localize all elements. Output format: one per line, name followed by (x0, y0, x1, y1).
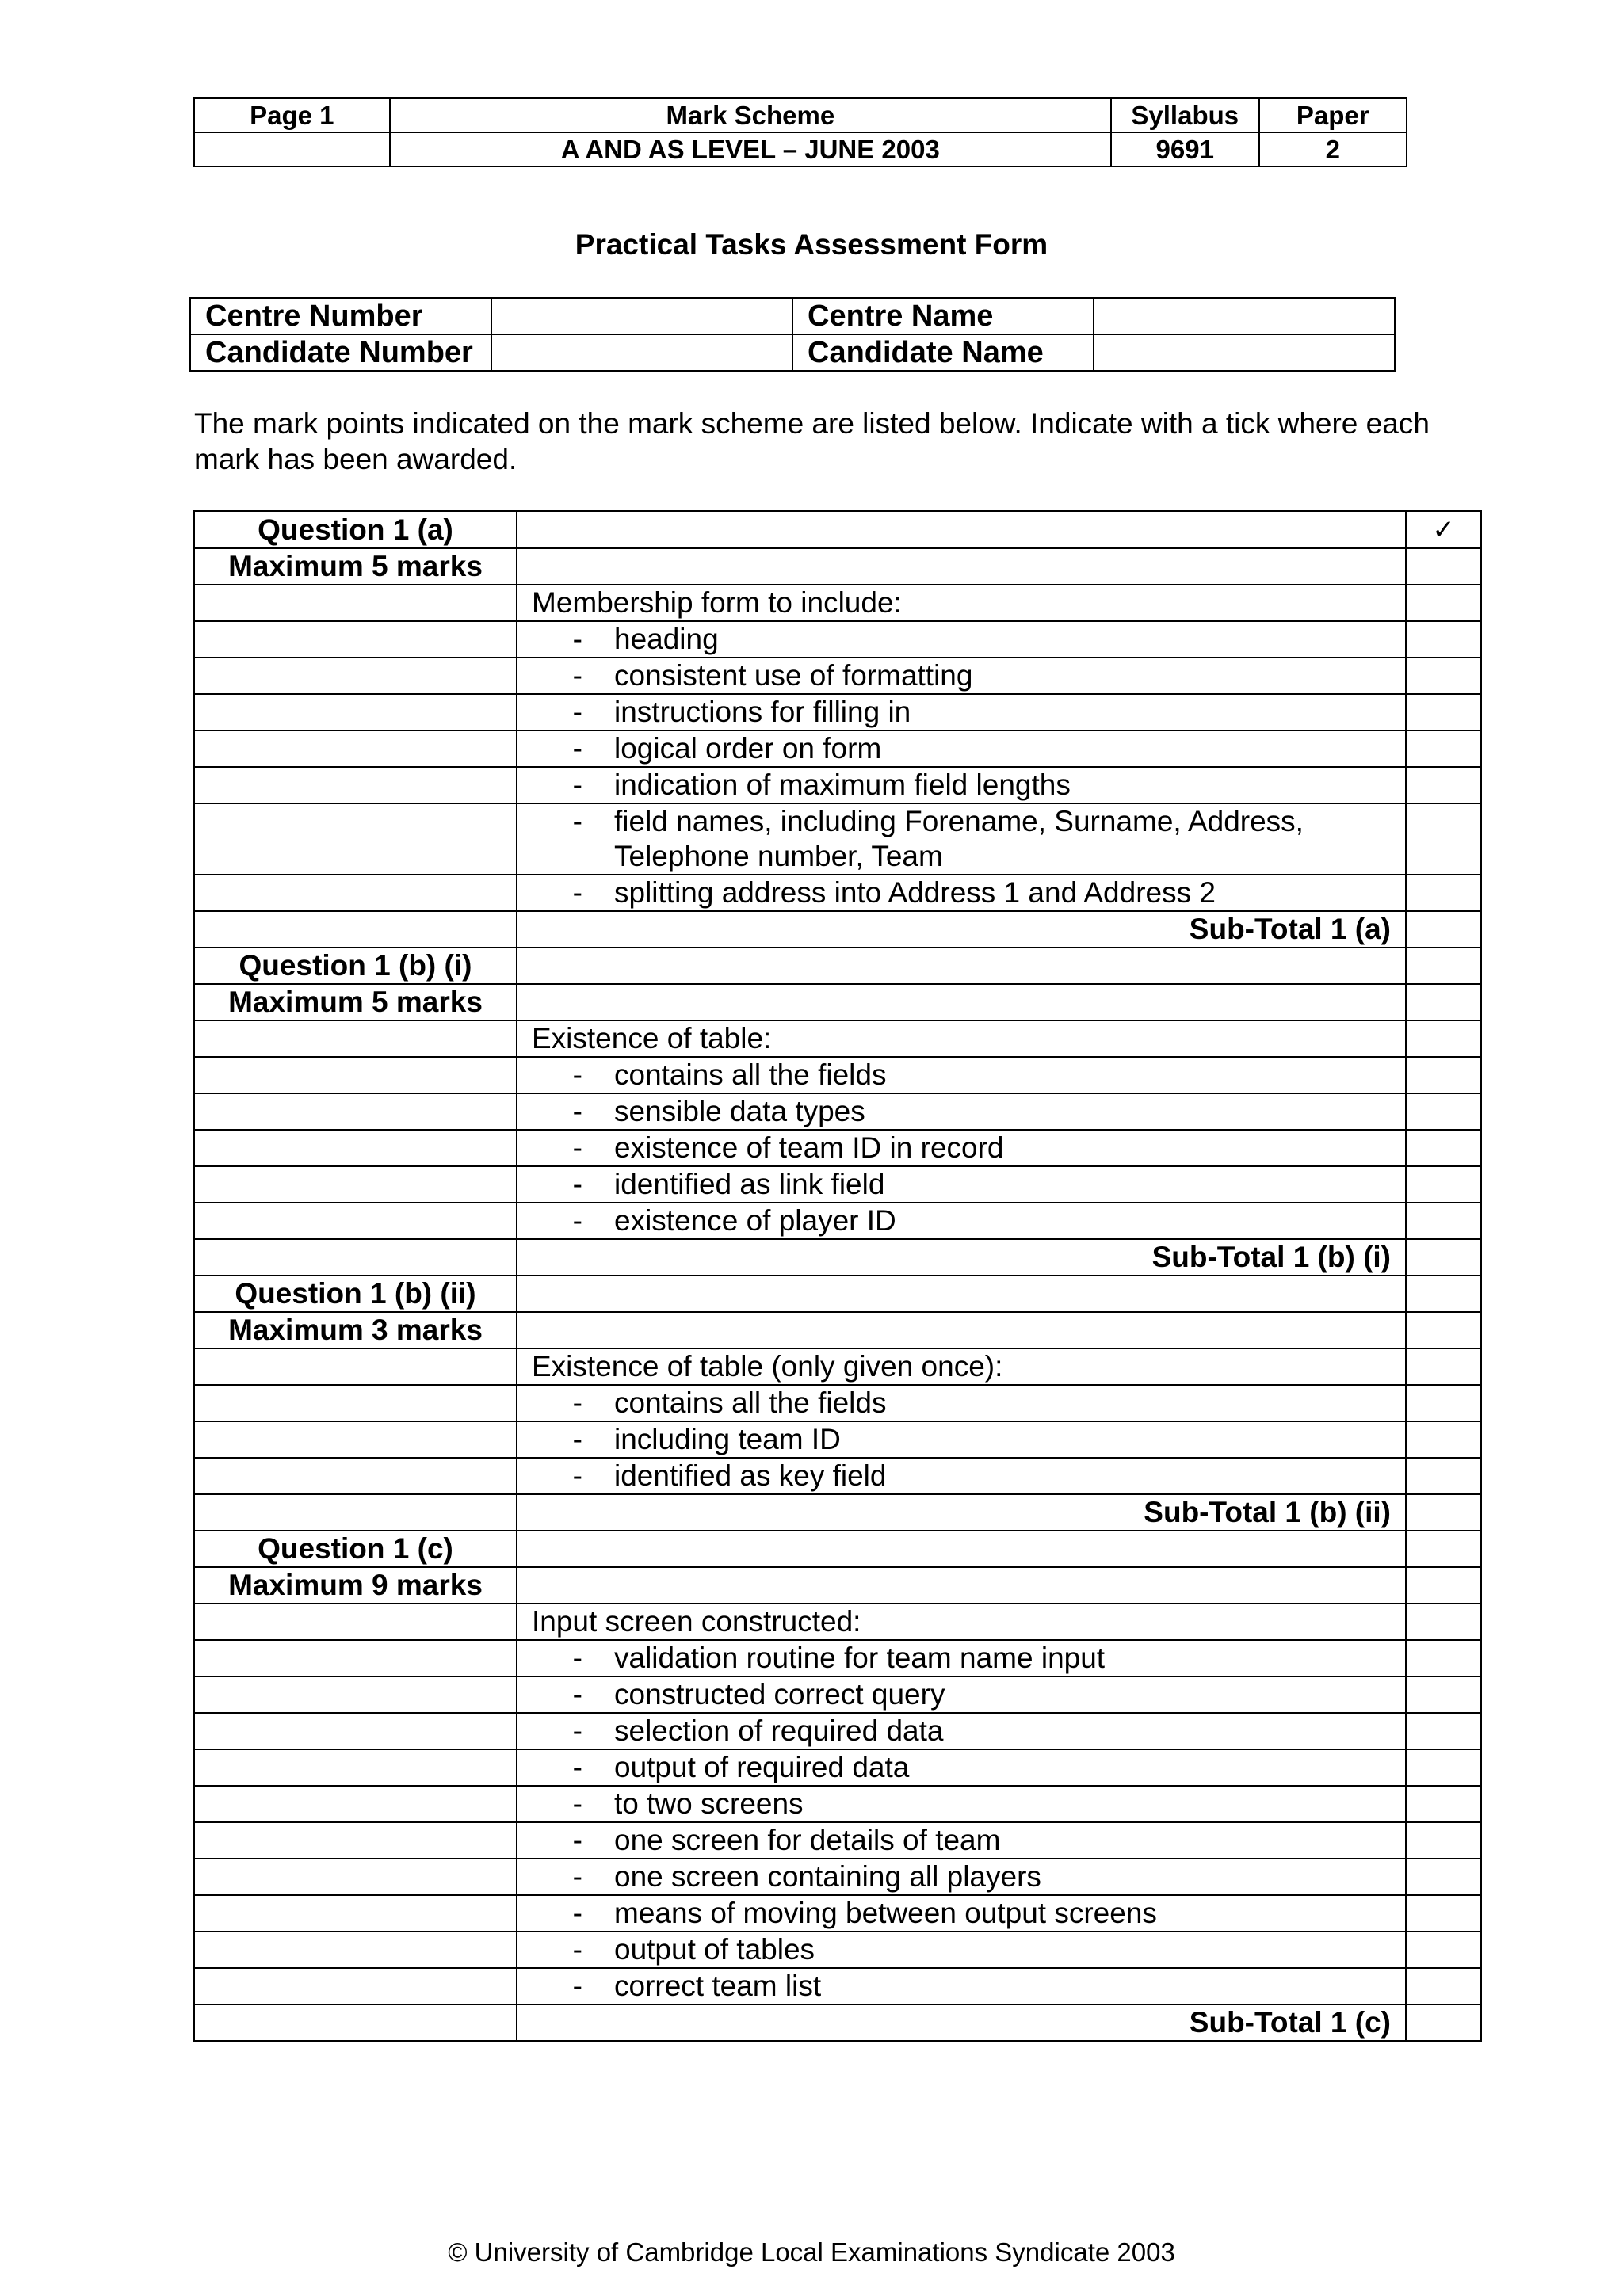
sub-total-label: Sub-Total 1 (a) (1189, 913, 1391, 945)
mark-point-text: output of tables (614, 1933, 815, 1966)
question-cell (194, 1458, 517, 1494)
tick-box[interactable] (1406, 1932, 1481, 1968)
assessment-row (194, 1458, 1481, 1494)
mark-point-text: indication of maximum field lengths (614, 769, 1071, 801)
mark-point-cell (517, 1385, 1406, 1421)
question-label: Question 1 (b) (i) (194, 948, 517, 984)
assessment-row (194, 1020, 1481, 1057)
assessment-row (194, 1713, 1481, 1749)
mark-point-text: one screen containing all players (614, 1860, 1041, 1893)
mark-point (517, 1386, 1405, 1421)
assessment-row (194, 1786, 1481, 1822)
tick-box[interactable] (1406, 1348, 1481, 1385)
assessment-row (194, 948, 1481, 984)
tick-box[interactable] (1406, 1385, 1481, 1421)
tick-box[interactable] (1406, 1203, 1481, 1239)
question-cell (194, 1749, 517, 1786)
dash-bullet: - (572, 1058, 582, 1091)
question-cell (194, 803, 517, 875)
mark-point-cell (517, 1458, 1406, 1494)
assessment-row (194, 1531, 1481, 1567)
tick-box[interactable] (1406, 803, 1481, 875)
mark-point-cell (517, 694, 1406, 730)
mark-point-cell (517, 511, 1406, 548)
question-cell (194, 875, 517, 911)
tick-box[interactable] (1406, 1676, 1481, 1713)
assessment-row (194, 875, 1481, 911)
tick-box[interactable] (1406, 730, 1481, 767)
dash-bullet: - (572, 1970, 582, 2002)
question-label: Maximum 9 marks (194, 1567, 517, 1604)
assessment-row (194, 1567, 1481, 1604)
assessment-row (194, 803, 1481, 875)
tick-box[interactable] (1406, 1093, 1481, 1130)
paper-number: 2 (1259, 132, 1407, 166)
mark-point-cell (517, 1859, 1406, 1895)
tick-box[interactable] (1406, 1895, 1481, 1932)
tick-box[interactable] (1406, 911, 1481, 948)
form-title: Practical Tasks Assessment Form (575, 228, 1048, 261)
tick-box[interactable] (1406, 1458, 1481, 1494)
mark-point (517, 1859, 1405, 1894)
mark-point (517, 1787, 1405, 1821)
mark-point-cell (517, 1348, 1406, 1385)
tick-box[interactable] (1406, 1239, 1481, 1276)
tick-box[interactable] (1406, 1640, 1481, 1676)
assessment-row (194, 1312, 1481, 1348)
tick-box[interactable] (1406, 1859, 1481, 1895)
paper-label: Paper (1259, 98, 1407, 132)
sub-total-label: Sub-Total 1 (b) (ii) (1144, 1496, 1391, 1528)
mark-point-cell (517, 1713, 1406, 1749)
assessment-row (194, 1057, 1481, 1093)
tick-box[interactable] (1406, 1749, 1481, 1786)
dash-bullet: - (572, 1787, 582, 1820)
syllabus-code: 9691 (1111, 132, 1258, 166)
mark-point (517, 804, 1405, 874)
dash-bullet: - (572, 732, 582, 765)
mark-point (517, 1714, 1405, 1749)
assessment-row (194, 1676, 1481, 1713)
mark-point-text: existence of player ID (614, 1204, 896, 1237)
mark-point-cell (517, 585, 1406, 621)
dash-bullet: - (572, 1642, 582, 1674)
page-number: Page 1 (194, 98, 390, 132)
assessment-row (194, 1203, 1481, 1239)
mark-point-text: contains all the fields (614, 1058, 887, 1091)
tick-box[interactable] (1406, 1786, 1481, 1822)
tick-box[interactable] (1406, 984, 1481, 1020)
tick-box[interactable] (1406, 1968, 1481, 2004)
dash-bullet: - (572, 696, 582, 728)
assessment-row (194, 1166, 1481, 1203)
tick-box[interactable] (1406, 1713, 1481, 1749)
mark-point (517, 1422, 1405, 1457)
syllabus-label: Syllabus (1111, 98, 1258, 132)
mark-point-text: logical order on form (614, 732, 882, 765)
mark-point-text: validation routine for team name input (614, 1642, 1106, 1674)
dash-bullet: - (572, 1095, 582, 1127)
mark-point-cell (517, 1093, 1406, 1130)
question-cell (194, 1786, 517, 1822)
mark-point-cell (517, 1968, 1406, 2004)
mark-point-cell (517, 1166, 1406, 1203)
dash-bullet: - (572, 1204, 582, 1237)
question-label: Question 1 (a) (194, 511, 517, 548)
mark-point-cell (517, 1822, 1406, 1859)
question-cell (194, 1130, 517, 1166)
assessment-row (194, 1640, 1481, 1676)
mark-point-text: constructed correct query (614, 1678, 945, 1711)
dash-bullet: - (572, 769, 582, 801)
assessment-row (194, 1932, 1481, 1968)
mark-point (517, 1750, 1405, 1785)
question-cell (194, 694, 517, 730)
mark-point-text: field names, including Forename, Surname, Address, Telephone number, Team (614, 805, 1304, 872)
question-cell (194, 1640, 517, 1676)
dash-bullet: - (572, 1933, 582, 1966)
assessment-row (194, 911, 1481, 948)
mark-point-cell (517, 1494, 1406, 1531)
mark-point (517, 1932, 1405, 1967)
mark-point-cell (517, 2004, 1406, 2041)
mark-point-cell (517, 1130, 1406, 1166)
mark-point (517, 875, 1405, 910)
assessment-row (194, 1130, 1481, 1166)
mark-point (517, 1167, 1405, 1202)
mark-point-cell (517, 1276, 1406, 1312)
question-cell (194, 658, 517, 694)
question-cell (194, 621, 517, 658)
mark-point-text: instructions for filling in (614, 696, 911, 728)
dash-bullet: - (572, 1860, 582, 1893)
mark-point (517, 1641, 1405, 1676)
mark-point-text: means of moving between output screens (614, 1897, 1157, 1929)
mark-point (517, 695, 1405, 730)
candidate-name-label: Candidate Name (792, 334, 1094, 371)
tick-box[interactable] (1406, 1822, 1481, 1859)
candidate-number-label: Candidate Number (190, 334, 491, 371)
dash-bullet: - (572, 805, 582, 837)
sub-total-label: Sub-Total 1 (c) (1189, 2006, 1391, 2039)
assessment-table (193, 510, 1482, 2042)
dash-bullet: - (572, 1131, 582, 1164)
assessment-row (194, 585, 1481, 621)
question-label: Maximum 3 marks (194, 1312, 517, 1348)
mark-point-text: including team ID (614, 1423, 841, 1455)
mark-point-cell (517, 1567, 1406, 1604)
assessment-row (194, 1385, 1481, 1421)
mark-point (517, 1131, 1405, 1165)
question-cell (194, 1239, 517, 1276)
mark-point (517, 1896, 1405, 1931)
mark-point-text: identified as link field (614, 1168, 885, 1200)
dash-bullet: - (572, 1714, 582, 1747)
mark-point-cell (517, 1640, 1406, 1676)
assessment-row (194, 767, 1481, 803)
assessment-row (194, 1604, 1481, 1640)
assessment-row (194, 730, 1481, 767)
mark-point-cell (517, 1676, 1406, 1713)
assessment-row (194, 511, 1481, 548)
mark-point-text: splitting address into Address 1 and Address 2 (614, 876, 1216, 909)
mark-point-cell (517, 1421, 1406, 1458)
mark-point (517, 1058, 1405, 1093)
tick-box[interactable] (1406, 621, 1481, 658)
checkmark-icon: ✓ (1432, 514, 1455, 546)
tick-box[interactable] (1406, 1494, 1481, 1531)
question-label: Maximum 5 marks (194, 984, 517, 1020)
mark-point (517, 1823, 1405, 1858)
assessment-row (194, 1895, 1481, 1932)
dash-bullet: - (572, 1459, 582, 1492)
assessment-row (194, 1239, 1481, 1276)
mark-point-cell (517, 658, 1406, 694)
dash-bullet: - (572, 1386, 582, 1419)
candidate-number-field[interactable] (491, 334, 792, 371)
assessment-row (194, 548, 1481, 585)
mark-point-cell (517, 1057, 1406, 1093)
tick-box[interactable] (1406, 1531, 1481, 1567)
dash-bullet: - (572, 1897, 582, 1929)
assessment-row (194, 621, 1481, 658)
mark-point-heading: Membership form to include: (532, 586, 902, 619)
assessment-row (194, 1749, 1481, 1786)
assessment-row (194, 694, 1481, 730)
question-cell (194, 1093, 517, 1130)
question-cell (194, 1494, 517, 1531)
tick-box[interactable] (1406, 585, 1481, 621)
mark-point-cell (517, 730, 1406, 767)
mark-point-cell (517, 911, 1406, 948)
centre-number-label: Centre Number (190, 298, 491, 334)
candidate-name-field[interactable] (1094, 334, 1395, 371)
header-subtitle: A AND AS LEVEL – JUNE 2003 (390, 132, 1111, 166)
assessment-row (194, 658, 1481, 694)
assessment-row (194, 1276, 1481, 1312)
mark-point-heading: Existence of table: (532, 1022, 772, 1055)
header-title: Mark Scheme (390, 98, 1111, 132)
mark-point-cell (517, 767, 1406, 803)
mark-point-cell (517, 1604, 1406, 1640)
question-cell (194, 1166, 517, 1203)
tick-box[interactable] (1406, 948, 1481, 984)
question-cell (194, 1385, 517, 1421)
question-cell (194, 1057, 517, 1093)
mark-point-text: identified as key field (614, 1459, 887, 1492)
mark-point (517, 1203, 1405, 1238)
tick-box[interactable] (1406, 1276, 1481, 1312)
mark-point-heading: Existence of table (only given once): (532, 1350, 1003, 1383)
question-cell (194, 1348, 517, 1385)
question-cell (194, 1020, 517, 1057)
centre-number-field[interactable] (491, 298, 792, 334)
mark-point (517, 731, 1405, 766)
tick-box[interactable] (1406, 767, 1481, 803)
mark-point-text: consistent use of formatting (614, 659, 973, 692)
tick-box[interactable] (1406, 1057, 1481, 1093)
question-cell (194, 767, 517, 803)
mark-point (517, 1677, 1405, 1712)
mark-point-cell (517, 948, 1406, 984)
tick-box[interactable] (1406, 1604, 1481, 1640)
tick-box[interactable] (1406, 1312, 1481, 1348)
sub-total-label: Sub-Total 1 (b) (i) (1151, 1241, 1391, 1273)
mark-point-cell (517, 1239, 1406, 1276)
centre-name-label: Centre Name (792, 298, 1094, 334)
tick-box[interactable] (1406, 875, 1481, 911)
mark-point-text: one screen for details of team (614, 1824, 1001, 1856)
dash-bullet: - (572, 1824, 582, 1856)
assessment-row (194, 1421, 1481, 1458)
mark-point (517, 1969, 1405, 2004)
dash-bullet: - (572, 623, 582, 655)
mark-point-text: existence of team ID in record (614, 1131, 1004, 1164)
mark-point-cell (517, 984, 1406, 1020)
question-cell (194, 911, 517, 948)
mark-point-text: contains all the fields (614, 1386, 887, 1419)
question-cell (194, 1604, 517, 1640)
mark-point-cell (517, 1932, 1406, 1968)
mark-point-cell (517, 875, 1406, 911)
tick-box[interactable] (1406, 1421, 1481, 1458)
mark-point-text: selection of required data (614, 1714, 944, 1747)
centre-name-field[interactable] (1094, 298, 1395, 334)
tick-box[interactable] (1406, 1130, 1481, 1166)
question-cell (194, 1822, 517, 1859)
mark-point-heading: Input screen constructed: (532, 1605, 861, 1638)
mark-point-cell (517, 548, 1406, 585)
mark-point-text: sensible data types (614, 1095, 865, 1127)
dash-bullet: - (572, 1678, 582, 1711)
mark-point-cell (517, 1895, 1406, 1932)
question-label: Question 1 (c) (194, 1531, 517, 1567)
mark-point-cell (517, 1749, 1406, 1786)
dash-bullet: - (572, 659, 582, 692)
mark-point (517, 658, 1405, 693)
assessment-row (194, 984, 1481, 1020)
instructions-text: The mark points indicated on the mark scheme are listed below. Indicate with a tick where each mark has been awarded. (194, 407, 1430, 475)
candidate-table (189, 297, 1396, 372)
mark-point-cell (517, 1020, 1406, 1057)
dash-bullet: - (572, 1751, 582, 1783)
assessment-row (194, 1968, 1481, 2004)
mark-point-text: correct team list (614, 1970, 822, 2002)
copyright-footer: © University of Cambridge Local Examinations Syndicate 2003 (448, 2237, 1175, 2267)
question-label: Maximum 5 marks (194, 548, 517, 585)
mark-point-text: to two screens (614, 1787, 804, 1820)
mark-point-text: heading (614, 623, 719, 655)
tick-box[interactable] (1406, 2004, 1481, 2041)
question-cell (194, 1968, 517, 2004)
mark-point-cell (517, 1203, 1406, 1239)
question-cell (194, 1713, 517, 1749)
tick-box[interactable] (1406, 1567, 1481, 1604)
question-cell (194, 1203, 517, 1239)
tick-box[interactable] (1406, 548, 1481, 585)
question-cell (194, 585, 517, 621)
question-cell (194, 1895, 517, 1932)
mark-point-cell (517, 621, 1406, 658)
header-table (193, 97, 1407, 167)
question-cell (194, 2004, 517, 2041)
tick-box[interactable] (1406, 511, 1481, 548)
mark-point (517, 1459, 1405, 1493)
header-empty-cell (194, 132, 390, 166)
assessment-row (194, 1348, 1481, 1385)
mark-point (517, 768, 1405, 803)
assessment-row (194, 1859, 1481, 1895)
assessment-row (194, 2004, 1481, 2041)
question-cell (194, 730, 517, 767)
mark-point-cell (517, 803, 1406, 875)
assessment-row (194, 1093, 1481, 1130)
tick-box[interactable] (1406, 694, 1481, 730)
question-cell (194, 1932, 517, 1968)
dash-bullet: - (572, 1168, 582, 1200)
assessment-row (194, 1822, 1481, 1859)
mark-point-cell (517, 1786, 1406, 1822)
mark-point (517, 622, 1405, 657)
dash-bullet: - (572, 1423, 582, 1455)
question-cell (194, 1421, 517, 1458)
mark-point (517, 1094, 1405, 1129)
question-cell (194, 1859, 517, 1895)
tick-box[interactable] (1406, 1166, 1481, 1203)
mark-point-cell (517, 1531, 1406, 1567)
mark-point-cell (517, 1312, 1406, 1348)
question-label: Question 1 (b) (ii) (194, 1276, 517, 1312)
dash-bullet: - (572, 876, 582, 909)
tick-box[interactable] (1406, 1020, 1481, 1057)
mark-point-text: output of required data (614, 1751, 910, 1783)
assessment-row (194, 1494, 1481, 1531)
question-cell (194, 1676, 517, 1713)
tick-box[interactable] (1406, 658, 1481, 694)
